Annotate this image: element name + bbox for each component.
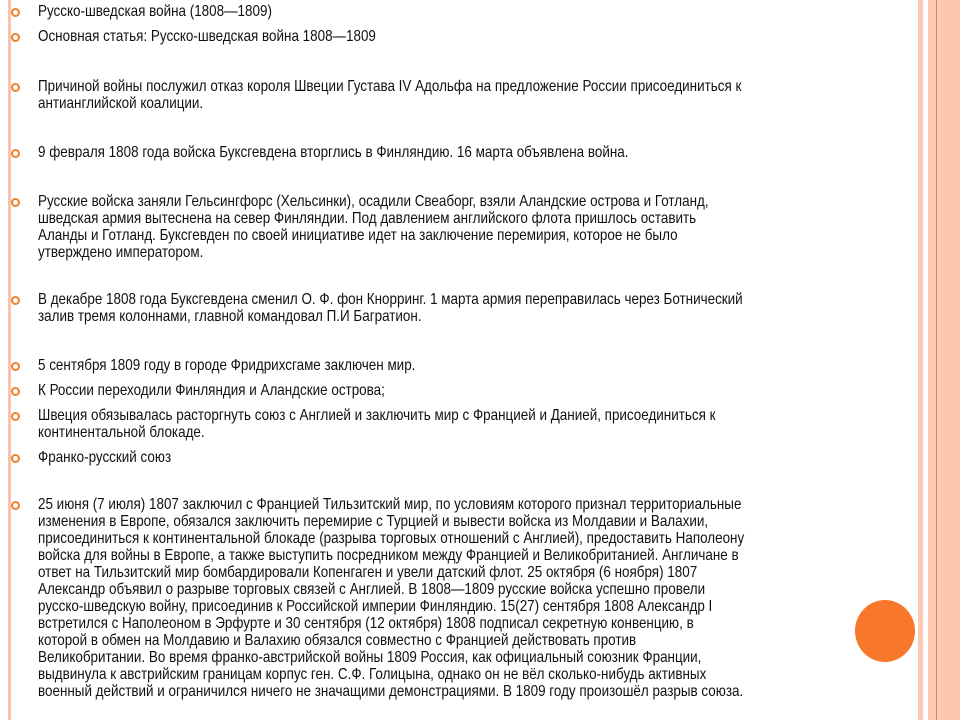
bullet-text-line: антианглийской коалиции. [38, 95, 204, 112]
bullet-icon [11, 296, 20, 305]
right-stripe-decoration [943, 0, 960, 720]
orange-circle-decoration [855, 600, 915, 662]
bullet-text-line: русско-шведскую войну, присоединив к Российской империи Финляндию. 15(27) сентября 1808 Александр I [38, 598, 713, 615]
bullet-text-line: Франко-русский союз [38, 449, 172, 466]
bullet-text-line: Русско-шведская война (1808—1809) [38, 3, 272, 20]
bullet-text-line: встретился с Наполеоном в Эрфурте и 30 сентября (12 октября) 1808 подписал секретную конвенцию, в [38, 615, 694, 632]
bullet-text-line: утверждено императором. [38, 244, 204, 261]
bullet-text-line: Швеция обязывалась расторгнуть союз с Англией и заключить мир с Францией и Данией, присоединиться к [38, 407, 716, 424]
bullet-icon [11, 8, 20, 17]
right-stripe-decoration [918, 0, 923, 720]
bullet-text-line: 5 сентября 1809 году в городе Фридрихсгаме заключен мир. [38, 357, 416, 374]
bullet-icon [11, 412, 20, 421]
bullet-text-line: военный действий и ограничился ничего не значащими демонстрациями. В 1809 году произошёл разрыв союза. [38, 683, 744, 700]
bullet-text-line: К России переходили Финляндия и Аландские острова; [38, 382, 385, 399]
bullet-text-line: которой в обмен на Молдавию и Валахию обязался совместно с Францией действовать против [38, 632, 637, 649]
bullet-text-line: Великобритании. Во время франко-австрийской войны 1809 Россия, как официальный союзник Франции, [38, 649, 702, 666]
bullet-text-line: 9 февраля 1808 года войска Буксгевдена вторглись в Финляндию. 16 марта объявлена война. [38, 144, 629, 161]
bullet-text-line: В декабре 1808 года Буксгевдена сменил О. Ф. фон Кнорринг. 1 марта армия переправилась через Ботнический [38, 291, 743, 308]
bullet-icon [11, 198, 20, 207]
bullet-text-line: Русские войска заняли Гельсингфорс (Хельсинки), осадили Свеаборг, взяли Аландские острова и Готланд, [38, 193, 709, 210]
bullet-icon [11, 501, 20, 510]
bullet-text-line: ответ на Тильзитский мир бомбардировали Копенгаген и увели датский флот. 25 октября (6 ноября) 1807 [38, 564, 698, 581]
bullet-icon [11, 362, 20, 371]
right-stripe-line [936, 0, 937, 720]
left-decorative-rule [8, 0, 11, 720]
bullet-text-line: Причиной войны послужил отказ короля Швеции Густава IV Адольфа на предложение России присоединиться к [38, 78, 742, 95]
bullet-text-line: Аланды и Готланд. Буксгевден по своей инициативе идет на заключение перемирия, которое не было [38, 227, 678, 244]
bullet-text-line: изменения в Европе, обязался заключить перемирие с Турцией и вывести войска из Молдавии и Валахии, [38, 513, 709, 530]
bullet-icon [11, 387, 20, 396]
bullet-text-line: Основная статья: Русско-шведская война 1808—1809 [38, 28, 376, 45]
bullet-text-line: континентальной блокаде. [38, 424, 205, 441]
bullet-text-line: залив тремя колоннами, главной командовал П.И Багратион. [38, 308, 422, 325]
bullet-icon [11, 454, 20, 463]
bullet-icon [11, 149, 20, 158]
bullet-text-line: войска для войны в Европе, а также выступить посредником между Францией и Великобританией. Англичане в [38, 547, 739, 564]
bullet-icon [11, 83, 20, 92]
bullet-text-line: выдвинула к австрийским границам корпус ген. С.Ф. Голицына, однако он не вёл сколько-нибудь активных [38, 666, 707, 683]
bullet-text-line: 25 июня (7 июля) 1807 заключил с Францией Тильзитский мир, по условиям которого признал территориальные [38, 496, 742, 513]
bullet-text-line: присоединиться к континентальной блокаде (разрыва торговых отношений с Англией), предоставить Наполеону [38, 530, 745, 547]
bullet-icon [11, 33, 20, 42]
bullet-text-line: шведская армия вытеснена на север Финляндии. Под давлением английского флота пришлось оставить [38, 210, 697, 227]
bullet-text-line: Александр объявил о разрыве торговых связей с Англией. В 1808—1809 русские войска успешно провели [38, 581, 706, 598]
